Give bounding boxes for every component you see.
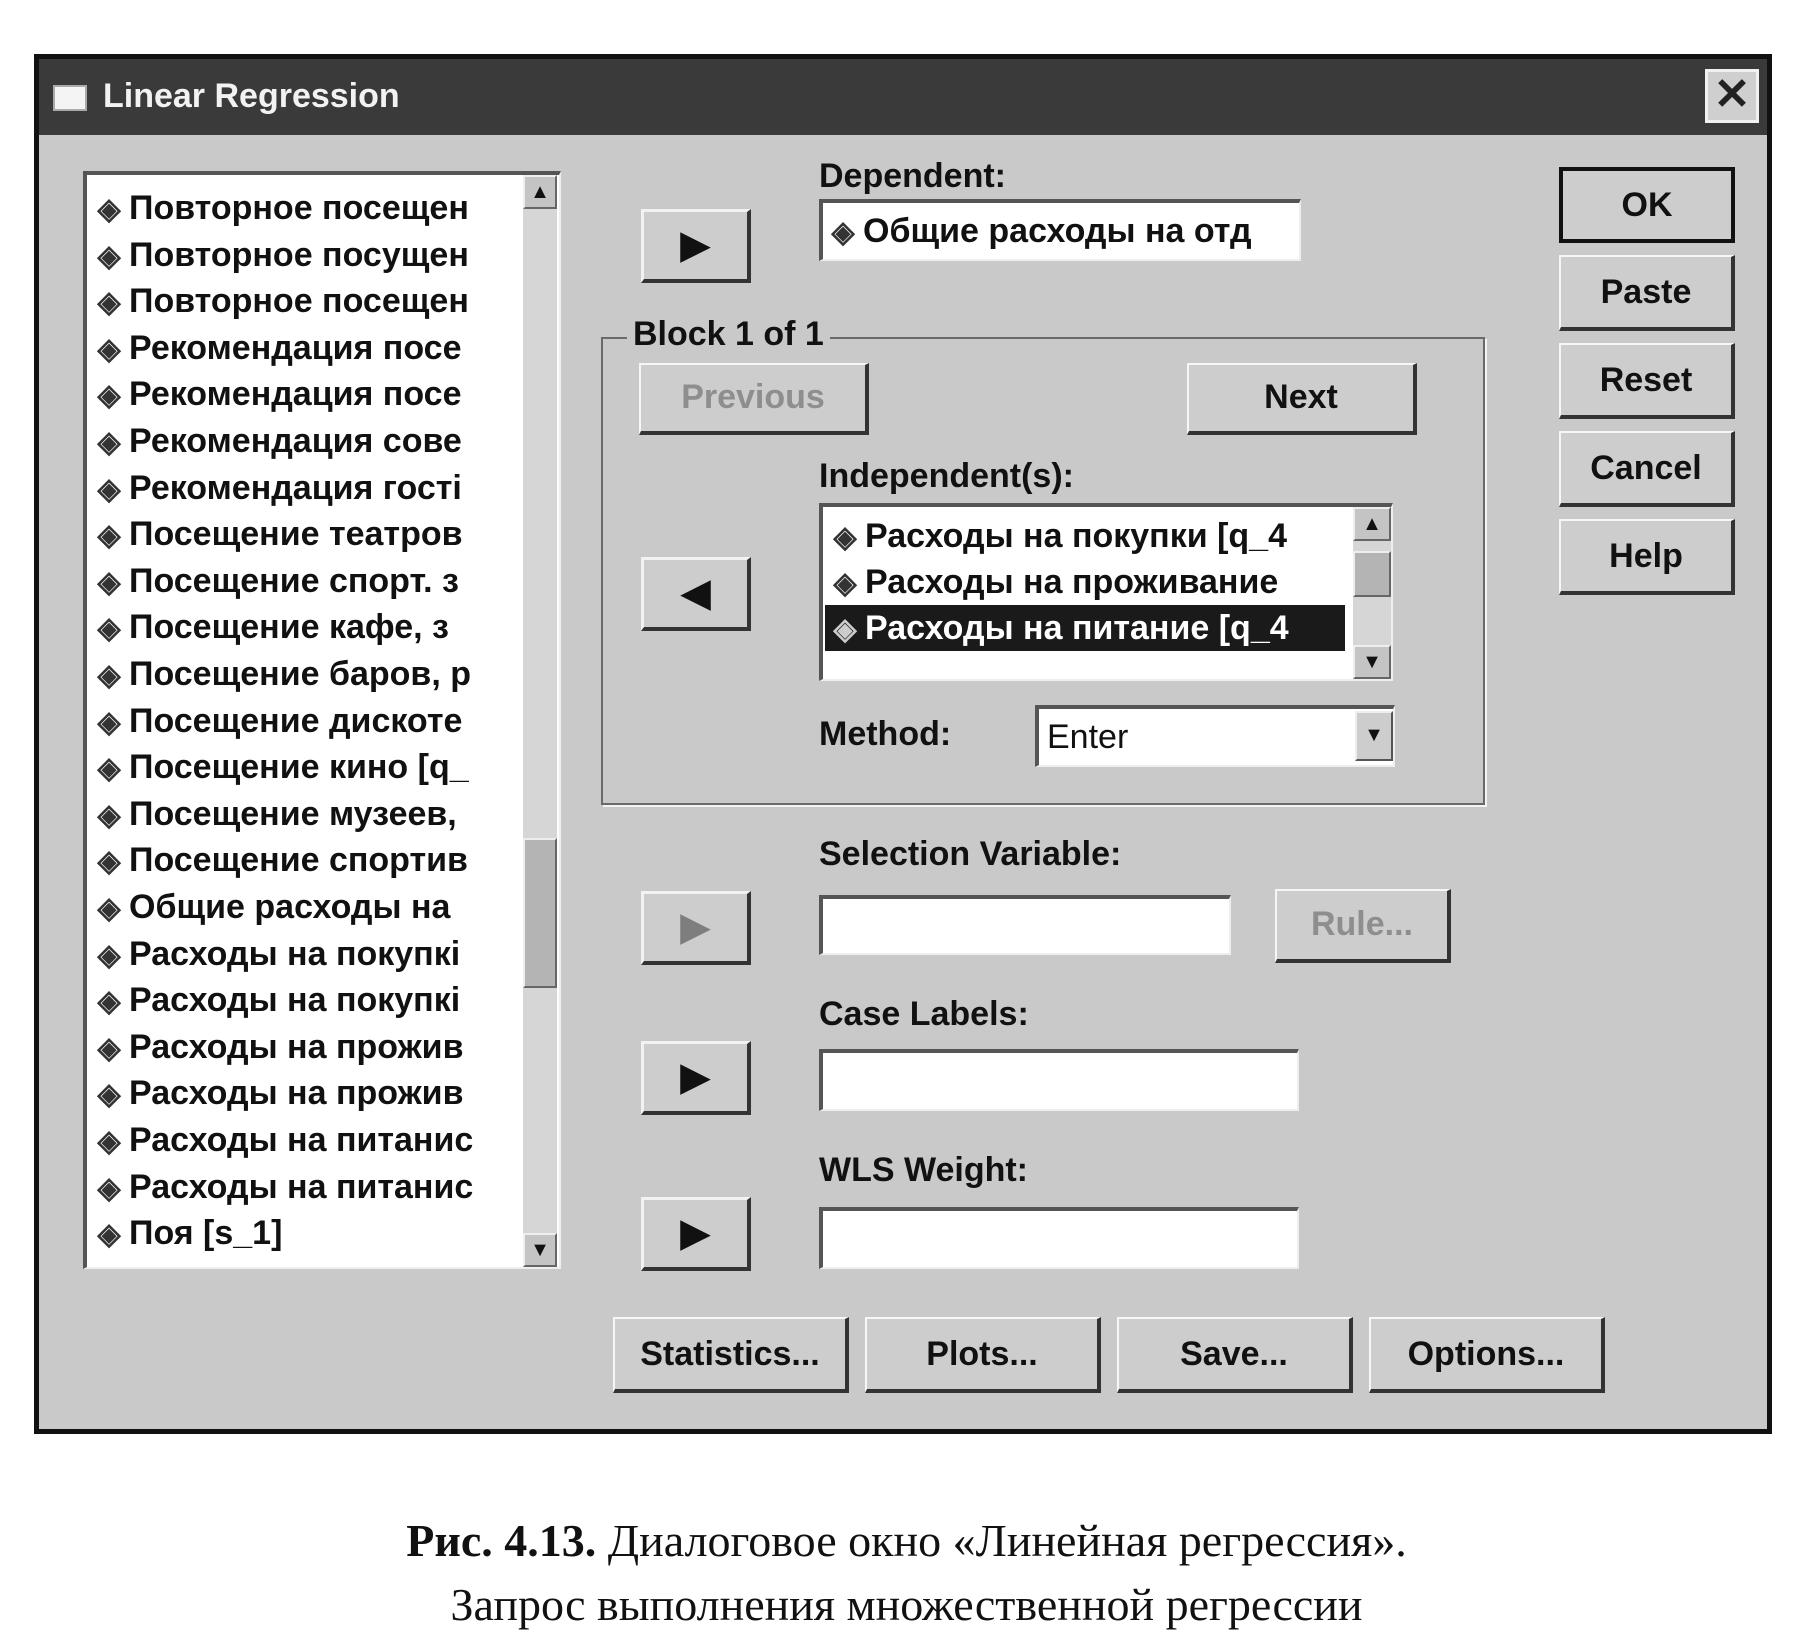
- statistics-button[interactable]: Statistics...: [613, 1317, 849, 1393]
- variable-list-item[interactable]: [89, 837, 515, 883]
- independent-list-item[interactable]: [825, 605, 1345, 651]
- variable-icon: ◈: [831, 216, 855, 249]
- variable-name: Поя [s_1]: [129, 1214, 283, 1253]
- move-to-dependent-button[interactable]: ▶: [641, 209, 751, 283]
- variable-icon: ◈: [97, 705, 121, 739]
- variable-name: Посещение спорт. з: [129, 561, 459, 600]
- variable-icon: ◈: [97, 519, 121, 553]
- move-to-selection-button[interactable]: ▶: [641, 891, 751, 965]
- variable-icon: ◈: [97, 193, 121, 226]
- variable-list-item[interactable]: [89, 232, 515, 278]
- variable-icon: ◈: [833, 521, 857, 554]
- variable-icon: ◈: [97, 752, 121, 786]
- move-from-independent-button[interactable]: ◀: [641, 557, 751, 631]
- next-button[interactable]: Next: [1187, 363, 1417, 435]
- caption-line-1: Диалоговое окно «Линейная регрессия».: [596, 1515, 1407, 1566]
- window-icon: [53, 85, 87, 111]
- variable-list-item[interactable]: [89, 1210, 515, 1256]
- block-title: Block 1 of 1: [627, 315, 830, 354]
- title-bar: [39, 59, 1767, 135]
- variable-icon: ◈: [97, 892, 121, 925]
- variable-icon: ◈: [97, 472, 121, 506]
- close-button[interactable]: ✕: [1705, 69, 1759, 123]
- variable-icon: ◈: [97, 845, 121, 879]
- variable-icon: ◈: [833, 567, 857, 600]
- variable-list[interactable]: [83, 171, 561, 1269]
- variable-list-item[interactable]: [89, 1117, 515, 1163]
- selection-variable-field[interactable]: [819, 895, 1231, 955]
- variable-list-scrollbar[interactable]: [523, 175, 557, 1267]
- save-button[interactable]: Save...: [1117, 1317, 1353, 1393]
- scroll-down-button[interactable]: ▼: [523, 1233, 557, 1267]
- variable-list-item[interactable]: [89, 465, 515, 511]
- independents-label: Independent(s):: [819, 457, 1074, 495]
- variable-list-item[interactable]: [89, 884, 515, 930]
- window-title: Linear Regression: [103, 77, 400, 115]
- variable-list-item[interactable]: [89, 371, 515, 417]
- variable-name: Посещение спортив: [129, 841, 468, 880]
- method-select[interactable]: [1035, 705, 1395, 767]
- variable-list-item[interactable]: [89, 977, 515, 1023]
- variable-icon: ◈: [97, 426, 121, 459]
- variable-icon: ◈: [97, 239, 121, 273]
- method-label: Method:: [819, 715, 952, 753]
- figure-caption-line-2: Запрос выполнения множественной регрессии: [450, 1579, 1363, 1630]
- variable-list-item[interactable]: [89, 791, 515, 837]
- variable-name: Повторное посещен: [129, 189, 469, 227]
- variable-name: Расходы на покупкі: [129, 934, 461, 973]
- dropdown-arrow-icon[interactable]: ▼: [1355, 711, 1393, 761]
- independents-scroll-down-button[interactable]: ▼: [1353, 645, 1391, 679]
- variable-icon: ◈: [97, 332, 121, 366]
- move-to-wls-weight-button[interactable]: ▶: [641, 1197, 751, 1271]
- variable-name: Посещение кино [q_: [129, 748, 469, 787]
- variable-list-item[interactable]: [89, 604, 515, 650]
- options-button[interactable]: Options...: [1369, 1317, 1605, 1393]
- reset-button[interactable]: Reset: [1559, 343, 1735, 419]
- variable-list-item[interactable]: [89, 744, 515, 790]
- rule-button[interactable]: Rule...: [1275, 889, 1451, 963]
- linear-regression-dialog: [34, 54, 1772, 1434]
- selection-variable-label: Selection Variable:: [819, 835, 1122, 873]
- variable-list-item[interactable]: [89, 1024, 515, 1070]
- method-value: Enter: [1047, 718, 1129, 756]
- variable-icon: ◈: [97, 985, 121, 1019]
- variable-name: Повторное посещен: [129, 282, 469, 321]
- independent-variable-name: Расходы на проживание: [865, 563, 1279, 601]
- variable-icon: ◈: [97, 1218, 121, 1252]
- variable-name: Рекомендация сове: [129, 422, 462, 460]
- variable-list-item[interactable]: [89, 1164, 515, 1210]
- dependent-field[interactable]: [819, 199, 1301, 261]
- dependent-label: Dependent:: [819, 157, 1006, 195]
- variable-icon: ◈: [97, 798, 121, 832]
- independents-scroll-thumb[interactable]: [1353, 551, 1391, 597]
- variable-icon: ◈: [97, 565, 121, 599]
- variable-icon: ◈: [97, 1171, 121, 1205]
- case-labels-field[interactable]: [819, 1049, 1299, 1111]
- figure-caption: [0, 1514, 1813, 1567]
- variable-icon: ◈: [97, 938, 121, 972]
- variable-name: Рекомендация посе: [129, 375, 462, 414]
- variable-list-item[interactable]: [89, 418, 515, 464]
- variable-name: Рекомендация гості: [129, 468, 462, 507]
- variable-list-item[interactable]: [89, 651, 515, 697]
- caption-figure-number: Рис. 4.13.: [406, 1515, 597, 1566]
- cancel-button[interactable]: Cancel: [1559, 431, 1735, 507]
- variable-name: Посещение театров: [129, 515, 463, 554]
- independent-variable-name: Расходы на питание [q_4: [865, 609, 1289, 647]
- wls-weight-label: WLS Weight:: [819, 1151, 1028, 1189]
- ok-button[interactable]: OK: [1559, 167, 1735, 243]
- variable-name: Посещение музеев,: [129, 794, 457, 833]
- independent-list-item[interactable]: [825, 513, 1345, 559]
- plots-button[interactable]: Plots...: [865, 1317, 1101, 1393]
- paste-button[interactable]: Paste: [1559, 255, 1735, 331]
- variable-icon: ◈: [97, 1078, 121, 1112]
- variable-list-item[interactable]: [89, 511, 515, 557]
- variable-name: Посещение кафе, з: [129, 608, 449, 647]
- variable-name: Расходы на прожив: [129, 1027, 464, 1066]
- variable-list-item[interactable]: [89, 558, 515, 604]
- variable-list-item[interactable]: [89, 698, 515, 744]
- move-to-case-labels-button[interactable]: ▶: [641, 1041, 751, 1115]
- variable-icon: ◈: [833, 613, 857, 646]
- scroll-thumb[interactable]: [523, 838, 557, 988]
- help-button[interactable]: Help: [1559, 519, 1735, 595]
- variable-list-item[interactable]: [89, 325, 515, 371]
- wls-weight-field[interactable]: [819, 1207, 1299, 1269]
- variable-name: Рекомендация посе: [129, 328, 462, 367]
- dependent-value: Общие расходы на отд: [863, 212, 1252, 250]
- independents-list[interactable]: [819, 503, 1393, 681]
- variable-icon: ◈: [97, 379, 121, 413]
- variable-name: Расходы на питанис: [129, 1121, 474, 1159]
- variable-name: Посещение баров, р: [129, 655, 471, 693]
- variable-list-item[interactable]: [89, 1070, 515, 1116]
- variable-name: Расходы на питанис: [129, 1167, 474, 1206]
- case-labels-label: Case Labels:: [819, 995, 1029, 1033]
- variable-icon: ◈: [97, 1031, 121, 1065]
- independent-variable-name: Расходы на покупки [q_4: [865, 517, 1287, 555]
- independents-scrollbar[interactable]: [1353, 507, 1391, 679]
- variable-name: Расходы на прожив: [129, 1074, 464, 1113]
- variable-list-item[interactable]: [89, 278, 515, 324]
- variable-list-item[interactable]: [89, 931, 515, 977]
- variable-name: Посещение дискоте: [129, 701, 463, 740]
- variable-name: Общие расходы на: [129, 888, 451, 926]
- variable-list-item[interactable]: [89, 185, 515, 231]
- independent-list-item[interactable]: [825, 559, 1345, 605]
- previous-button[interactable]: Previous: [639, 363, 869, 435]
- independents-scroll-up-button[interactable]: ▲: [1353, 507, 1391, 541]
- variable-icon: ◈: [97, 1125, 121, 1158]
- scroll-up-button[interactable]: ▲: [523, 175, 557, 209]
- variable-icon: ◈: [97, 612, 121, 646]
- variable-name: Повторное посущен: [129, 235, 469, 274]
- variable-icon: ◈: [97, 286, 121, 320]
- variable-name: Расходы на покупкі: [129, 981, 461, 1020]
- variable-icon: ◈: [97, 659, 121, 692]
